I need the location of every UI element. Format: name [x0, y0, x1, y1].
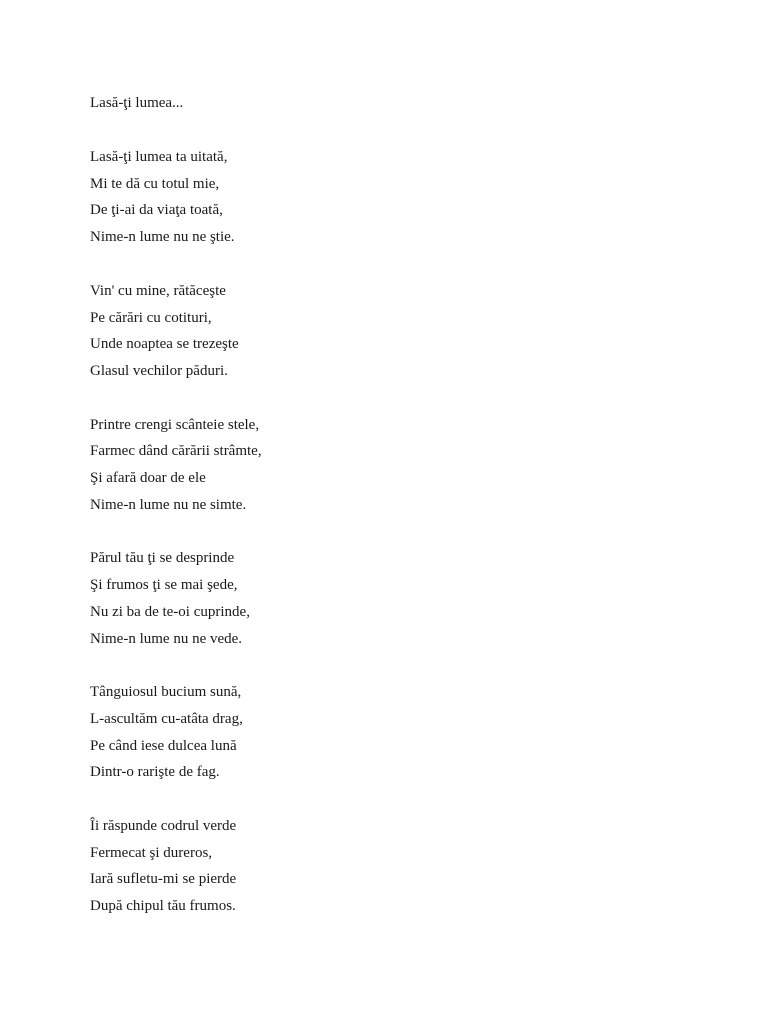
poem-line: Iară sufletu-mi se pierde	[90, 871, 237, 888]
poem-line: Tânguiosul bucium sună,	[90, 684, 242, 701]
stanza-4	[90, 545, 690, 652]
poem-line: Vin' cu mine, rătăceşte	[90, 282, 226, 299]
poem-line: Farmec dând cărării strâmte,	[90, 443, 262, 460]
poem-line: Părul tău ţi se desprinde	[90, 550, 235, 567]
poem-line: Şi afară doar de ele	[90, 470, 206, 487]
poem-line: Îi răspunde codrul verde	[90, 818, 237, 835]
stanza-2	[90, 278, 690, 385]
poem-line: Lasă-ţi lumea ta uitată,	[90, 149, 228, 165]
poem-line: Unde noaptea se trezeşte	[90, 336, 239, 353]
poem-line: L-ascultăm cu-atâta drag,	[90, 710, 243, 727]
poem-line: Glasul vechilor păduri.	[90, 362, 228, 379]
poem-line: Nu zi ba de te-oi cuprinde,	[90, 603, 250, 620]
poem-line: Nime-n lume nu ne vede.	[90, 630, 243, 647]
poem-line: Printre crengi scânteie stele,	[90, 416, 260, 433]
stanza-6	[90, 813, 690, 920]
poem-line: Şi frumos ţi se mai şede,	[90, 577, 238, 594]
poem-line: Pe cărări cu cotituri,	[90, 309, 212, 326]
poem-line: De ţi-ai da viaţa toată,	[90, 202, 223, 219]
poem-line: Mi te dă cu totul mie,	[90, 175, 220, 192]
stanza-5	[90, 679, 690, 786]
poem-line: Dintr-o rarişte de fag.	[90, 764, 220, 781]
stanza-3	[90, 412, 690, 519]
poem-line: Pe când iese dulcea lună	[90, 737, 237, 754]
poem-line: După chipul tău frumos.	[90, 898, 236, 915]
poem-line: Fermecat şi dureros,	[90, 844, 213, 861]
poem-line: Nime-n lume nu ne ştie.	[90, 229, 235, 246]
poem-title: Lasă-ţi lumea...	[90, 95, 184, 111]
stanza-1	[90, 144, 690, 251]
poem-line: Nime-n lume nu ne simte.	[90, 496, 247, 513]
poem-page	[90, 90, 690, 947]
